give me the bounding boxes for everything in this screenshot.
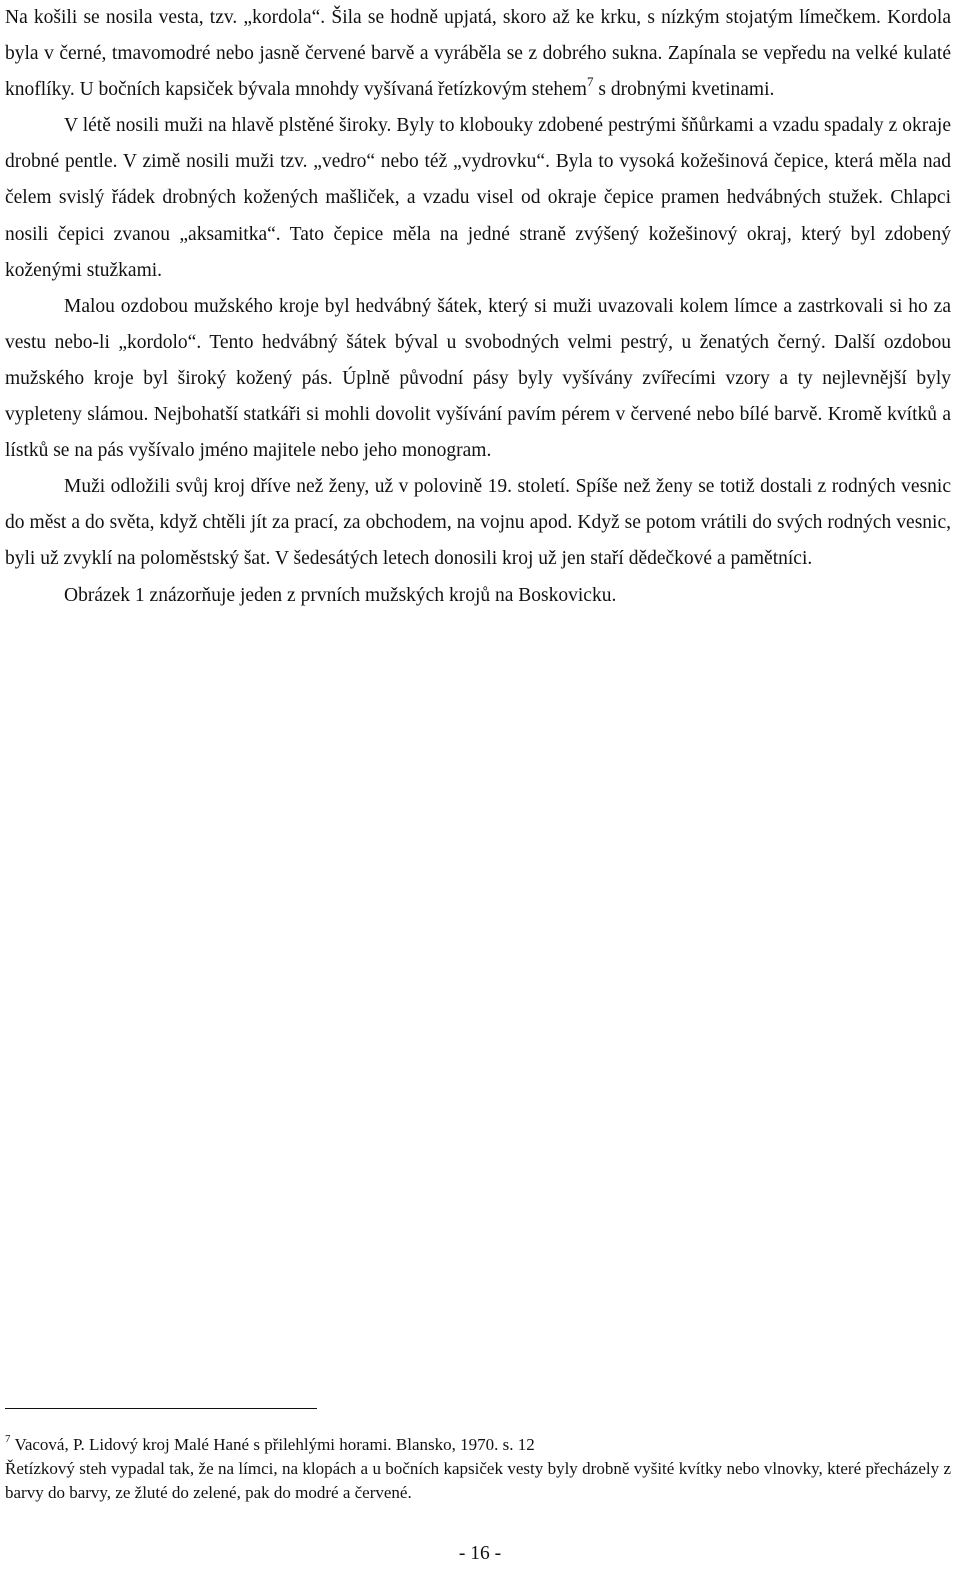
- footnote-citation: [5, 1433, 951, 1457]
- paragraph-vesta-text: Na košili se nosila vesta, tzv. „kordola“. Šila se hodně upjatá, skoro až ke krku, s nízkým stojatým límečkem. Kordola byla v černé, tmavomodré nebo jasně červené barvě a vyráběla se z dobrého sukna. Zapínala se vepředu na velké kulaté knoflíky. U bočních kapsiček bývala mnohdy vyšívaná řetízkovým stehem: [5, 7, 951, 101]
- paragraph-vesta-text-end: s drobnými kvetinami.: [593, 79, 775, 101]
- paragraph-vesta: [5, 0, 951, 108]
- paragraph-scarf-belt: Malou ozdobou mužského kroje byl hedvábný šátek, který si muži uvazovali kolem límce a zastrkovali si ho za vestu nebo-li „kordolo“. Tento hedvábný šátek býval u svobodných velmi pestrý, u ženatých černý. Další ozdobou mužského kroje byl široký kožený pás. Úplně původní pásy byly vyšívány zvířecími vzory a ty nejlevnější byly vypleteny slámou. Nejbohatší statkáři si mohli dovolit vyšívání pavím pérem v červené nebo bílé barvě. Kromě kvítků a lístků se na pás vyšívalo jméno majitele nebo jeho monogram.: [5, 295, 951, 462]
- footnote-divider: [5, 1408, 317, 1409]
- footnote-reference[interactable]: 7: [586, 74, 594, 90]
- paragraph-decline: Muži odložili svůj kroj dříve než ženy, už v polovině 19. století. Spíše než ženy se totiž dostali z rodných vesnic do měst a do světa, když chtěli jít za prací, za obchodem, na vojnu apod. Když se potom vrátili do svých rodných vesnic, byli už zvyklí na poloměstský šat. V šedesátých letech donosili kroj už jen staří dědečkové a pamětníci.: [5, 476, 951, 570]
- footnote-explanation: Řetízkový steh vypadal tak, že na límci, na klopách a u bočních kapsiček vesty byly drobně vyšité kvítky nebo vlnovky, které přecházely z barvy do barvy, ze žluté do zelené, pak do modré a červené.: [5, 1459, 951, 1502]
- footnote-citation-text: Vacová, P. Lidový kroj Malé Hané s přilehlými horami. Blansko, 1970. s. 12: [10, 1435, 535, 1454]
- footnotes: [5, 1433, 951, 1505]
- body-text: [5, 0, 951, 614]
- page-number: - 16 -: [458, 1543, 502, 1564]
- footnote-mark: 7: [5, 1433, 11, 1445]
- paragraph-figure-reference: Obrázek 1 znázorňuje jeden z prvních mužských krojů na Boskovicku.: [64, 584, 617, 606]
- paragraph-hats: V létě nosili muži na hlavě plstěné široky. Byly to klobouky zdobené pestrými šňůrkami a vzadu spadaly z okraje drobné pentle. V zimě nosili muži tzv. „vedro“ nebo též „vydrovku“. Byla to vysoká kožešinová čepice, která měla nad čelem svislý řádek drobných kožených mašliček, a vzadu visel od okraje čepice pramen hedvábných stužek. Chlapci nosili čepici zvanou „aksamitka“. Tato čepice měla na jedné straně zvýšený kožešinový okraj, který byl zdobený koženými stužkami.: [5, 115, 951, 281]
